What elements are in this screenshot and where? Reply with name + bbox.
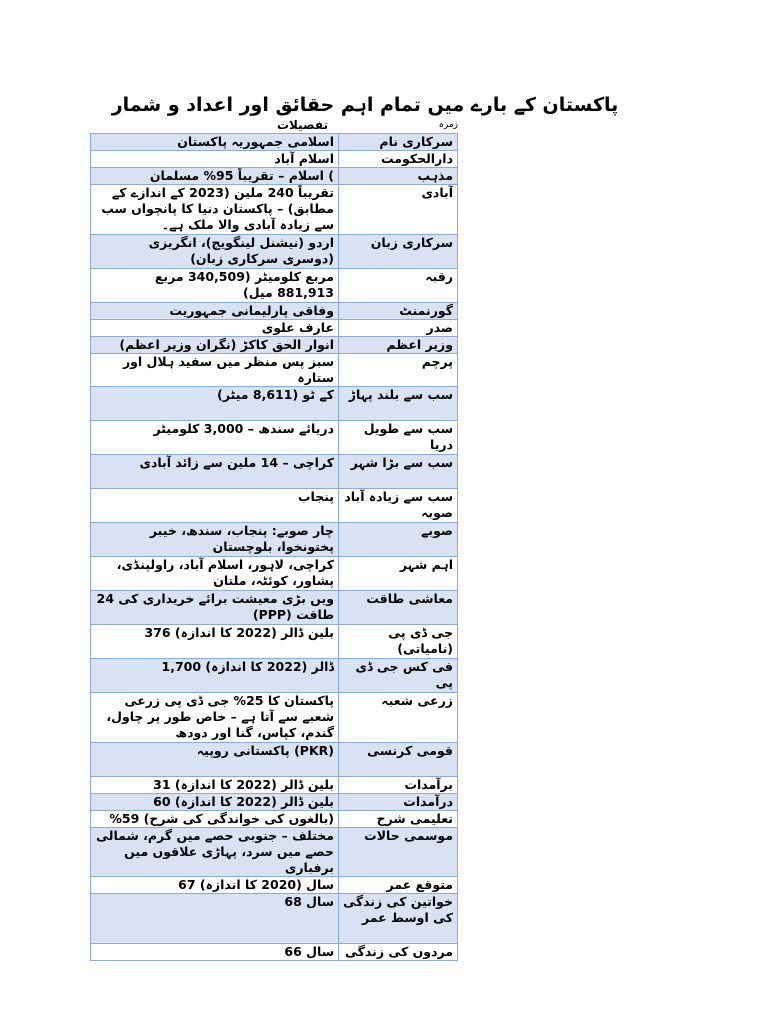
row-key: سرکاری زبان (339, 235, 458, 269)
table-row (91, 421, 458, 455)
row-key: رقبہ (339, 269, 458, 303)
table-row (91, 269, 458, 303)
table-row (91, 877, 458, 894)
row-key: مذہب (339, 168, 458, 185)
row-key: سب سے زیادہ آباد صوبہ (339, 489, 458, 523)
table-row (91, 303, 458, 320)
row-key: قومی کرنسی (339, 743, 458, 777)
table-row (91, 489, 458, 523)
row-value: (PKR) پاکستانی روپیہ (91, 743, 339, 777)
table-row (91, 320, 458, 337)
facts-table (90, 133, 458, 961)
header-value: تفصیلات (276, 118, 328, 132)
table-row (91, 944, 458, 961)
table-row (91, 693, 458, 743)
row-key: تعلیمی شرح (339, 811, 458, 828)
row-key: صدر (339, 320, 458, 337)
row-value: ویں بڑی معیشت برائے خریداری کی 24 طاقت (PPP) (91, 591, 339, 625)
row-value: انوار الحق کاکڑ (نگران وزیر اعظم) (91, 337, 339, 354)
row-value: ) اسلام – تقریباً 95% مسلمان (91, 168, 339, 185)
table-row (91, 811, 458, 828)
table-row (91, 794, 458, 811)
table-row (91, 828, 458, 877)
row-value: سال 68 (91, 894, 339, 944)
table-row (91, 557, 458, 591)
row-value: دریائے سندھ – 3,000 کلومیٹر (91, 421, 339, 455)
row-key: دارالحکومت (339, 151, 458, 168)
table-row (91, 387, 458, 421)
table-row (91, 134, 458, 151)
table-row (91, 523, 458, 557)
row-value: عارف علوی (91, 320, 339, 337)
row-key: پرچم (339, 354, 458, 387)
row-value: مختلف – جنوبی حصے میں گرم، شمالی حصے میں سرد، پہاڑی علاقوں میں برفباری (91, 828, 339, 877)
row-key: صوبے (339, 523, 458, 557)
row-value: ڈالر (2022 کا اندازہ) 1,700 (91, 659, 339, 693)
row-key: فی کس جی ڈی پی (339, 659, 458, 693)
row-value: اسلام آباد (91, 151, 339, 168)
row-value: چار صوبے: پنجاب، سندھ، خیبر پختونخوا، بلوچستان (91, 523, 339, 557)
row-key: معاشی طاقت (339, 591, 458, 625)
row-value: اسلامی جمہوریہ پاکستان (91, 134, 339, 151)
table-row (91, 354, 458, 387)
row-key: جی ڈی پی (نامیاتی) (339, 625, 458, 659)
row-key: وزیر اعظم (339, 337, 458, 354)
row-value: (بالغوں کی خواندگی کی شرح) 59% (91, 811, 339, 828)
row-key: گورنمنٹ (339, 303, 458, 320)
row-value: بلین ڈالر (2022 کا اندازہ) 31 (91, 777, 339, 794)
page-title: پاکستان کے بارے میں تمام اہم حقائق اور اعداد و شمار (111, 94, 619, 116)
row-key: مردوں کی زندگی (339, 944, 458, 961)
table-row (91, 337, 458, 354)
row-value: وفاقی پارلیمانی جمہوریت (91, 303, 339, 320)
row-key: سب سے بلند پہاڑ (339, 387, 458, 421)
row-key: خواتین کی زندگی کی اوسط عمر (339, 894, 458, 944)
row-key: آبادی (339, 185, 458, 235)
row-value: بلین ڈالر (2022 کا اندازہ) 60 (91, 794, 339, 811)
row-key: زرعی شعبہ (339, 693, 458, 743)
table-header (90, 117, 458, 133)
table-row (91, 185, 458, 235)
row-value: تقریباً 240 ملین (2023 کے اندازے کے مطابق) – پاکستان دنیا کا پانچواں سب سے زیادہ آبادی والا ملک ہے۔ (91, 185, 339, 235)
row-value: بلین ڈالر (2022 کا اندازہ) 376 (91, 625, 339, 659)
table-row (91, 659, 458, 693)
row-value: پنجاب (91, 489, 339, 523)
row-value: سال 66 (91, 944, 339, 961)
table-row (91, 151, 458, 168)
table-row (91, 777, 458, 794)
table-row (91, 235, 458, 269)
row-key: متوقع عمر (339, 877, 458, 894)
table-row (91, 743, 458, 777)
row-key: برآمدات (339, 777, 458, 794)
row-key: سرکاری نام (339, 134, 458, 151)
row-value: پاکستان کا 25% جی ڈی پی زرعی شعبے سے آتا ہے – خاص طور پر چاول، گندم، کپاس، گنا اور دودھ (91, 693, 339, 743)
table-row (91, 625, 458, 659)
row-value: سال (2020 کا اندازہ) 67 (91, 877, 339, 894)
row-key: سب سے بڑا شہر (339, 455, 458, 489)
row-value: مربع کلومیٹر (340,509 مربع 881,913 میل) (91, 269, 339, 303)
row-value: کراچی، لاہور، اسلام آباد، راولپنڈی، پشاور، کوئٹہ، ملتان (91, 557, 339, 591)
table-row (91, 591, 458, 625)
table-row (91, 168, 458, 185)
row-key: درآمدات (339, 794, 458, 811)
row-value: کے ٹو (8,611 میٹر) (91, 387, 339, 421)
table-row (91, 894, 458, 944)
row-key: سب سے طویل دریا (339, 421, 458, 455)
row-value: اردو (نیشنل لینگویج)، انگریزی (دوسری سرکاری زبان) (91, 235, 339, 269)
header-key: زمرہ (438, 120, 458, 130)
row-value: کراچی – 14 ملین سے زائد آبادی (91, 455, 339, 489)
row-value: سبز پس منظر میں سفید ہلال اور ستارہ (91, 354, 339, 387)
table-row (91, 455, 458, 489)
row-key: اہم شہر (339, 557, 458, 591)
row-key: موسمی حالات (339, 828, 458, 877)
